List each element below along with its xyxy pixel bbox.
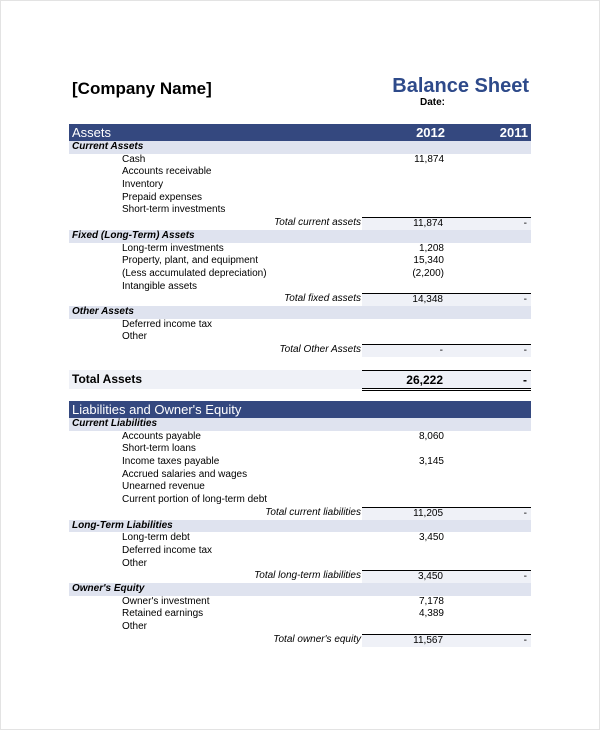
page-title: Balance Sheet xyxy=(392,75,529,97)
assets-heading: Assets xyxy=(72,125,112,140)
fixed-assets-total-values xyxy=(362,293,531,306)
line-item-row xyxy=(69,545,531,558)
other-assets-section-label: Other Assets xyxy=(72,305,134,317)
line-item-value-2012: 7,178 xyxy=(418,595,444,607)
long-term-liabilities-total-row xyxy=(69,570,531,583)
line-item-value-2012: 8,060 xyxy=(418,430,444,442)
line-item-label: Accrued salaries and wages xyxy=(122,468,248,480)
line-item-value-2012: 3,145 xyxy=(418,456,444,468)
other-assets-total-2011: - xyxy=(523,345,527,356)
line-item-label: Short-term loans xyxy=(122,443,196,455)
owners-equity-total-2012: 11,567 xyxy=(413,634,443,646)
owners-equity-total-values xyxy=(362,634,531,647)
company-name: [Company Name] xyxy=(72,79,212,98)
current-assets-total-values xyxy=(362,217,531,230)
current-assets-total-label: Total current assets xyxy=(274,217,361,229)
line-item-value-2012: 11,874 xyxy=(414,153,444,165)
line-item-label: Long-term debt xyxy=(122,532,190,544)
line-item-label: Owner's investment xyxy=(122,595,210,607)
current-liabilities-section-label: Current Liabilities xyxy=(72,418,158,429)
line-item-label: Short-term investments xyxy=(122,204,226,216)
line-item-row xyxy=(69,255,531,268)
other-assets-total-row xyxy=(69,344,531,357)
line-item-value-2012: 4,389 xyxy=(418,608,444,620)
line-item-label: Long-term investments xyxy=(122,242,224,254)
current-liabilities-total-values xyxy=(362,507,531,520)
line-item-label: Property, plant, and equipment xyxy=(122,255,259,267)
line-item-label: Other xyxy=(122,621,148,632)
owners-equity-section-header xyxy=(69,583,531,596)
line-item-label: Inventory xyxy=(122,179,164,191)
liabilities-heading: Liabilities and Owner's Equity xyxy=(72,402,242,417)
fixed-assets-total-2012: 14,348 xyxy=(412,294,443,306)
long-term-liabilities-total-2012: 3,450 xyxy=(417,571,443,583)
line-item-row xyxy=(69,154,531,167)
owners-equity-total-label: Total owner's equity xyxy=(273,633,361,645)
line-item-label: Deferred income tax xyxy=(122,318,213,330)
line-item-label: Deferred income tax xyxy=(122,544,213,556)
owners-equity-section-label: Owner's Equity xyxy=(72,582,145,594)
line-item-label: Retained earnings xyxy=(122,608,204,620)
line-item-label: Cash xyxy=(122,153,146,165)
other-assets-total-2012: - xyxy=(439,345,443,356)
fixed-assets-total-label: Total fixed assets xyxy=(284,293,361,305)
line-item-label: Unearned revenue xyxy=(122,481,205,493)
line-item-row xyxy=(69,281,531,294)
line-item-label: Prepaid expenses xyxy=(122,191,203,203)
line-item-row xyxy=(69,166,531,179)
other-assets-total-values xyxy=(362,344,531,357)
fixed-assets-section-label: Fixed (Long-Term) Assets xyxy=(72,229,195,241)
line-item-value-2012: (2,200) xyxy=(412,267,444,279)
long-term-liabilities-section-header xyxy=(69,520,531,533)
line-item-label: Accounts payable xyxy=(122,430,201,442)
line-item-row xyxy=(69,431,531,444)
line-item-value-2012: 3,450 xyxy=(418,532,444,544)
line-item-label: Other xyxy=(122,331,148,343)
line-item-row xyxy=(69,331,531,344)
long-term-liabilities-section-label: Long-Term Liabilities xyxy=(72,519,173,531)
current-assets-total-2012: 11,874 xyxy=(413,218,443,230)
fixed-assets-total-row xyxy=(69,293,531,306)
current-liabilities-total-row xyxy=(69,507,531,520)
line-item-label: Current portion of long-term debt xyxy=(122,494,268,506)
line-item-row xyxy=(69,469,531,482)
line-item-value-2012: 1,208 xyxy=(418,242,444,254)
fixed-assets-section-header xyxy=(69,230,531,243)
line-item-row xyxy=(69,456,531,469)
line-item-label: (Less accumulated depreciation) xyxy=(122,267,267,279)
other-assets-section-header xyxy=(69,306,531,319)
line-item-row xyxy=(69,319,531,332)
long-term-liabilities-total-label: Total long-term liabilities xyxy=(254,570,361,582)
line-item-label: Other xyxy=(122,557,148,569)
current-liabilities-section-header xyxy=(69,418,531,431)
line-item-row xyxy=(69,243,531,256)
line-item-row xyxy=(69,192,531,205)
current-assets-section-label: Current Assets xyxy=(72,141,144,152)
fixed-assets-total-2011: - xyxy=(523,294,527,306)
long-term-liabilities-total-values xyxy=(362,570,531,583)
line-item-row xyxy=(69,481,531,494)
current-liabilities-total-label: Total current liabilities xyxy=(265,506,361,518)
assets-block xyxy=(69,124,531,357)
total-assets-values xyxy=(362,370,531,391)
total-assets-row xyxy=(69,370,531,389)
line-item-row xyxy=(69,494,531,507)
line-item-row xyxy=(69,204,531,217)
line-item-row xyxy=(69,621,531,634)
line-item-row xyxy=(69,532,531,545)
current-liabilities-total-2012: 11,205 xyxy=(413,507,443,519)
assets-header-band xyxy=(69,124,531,141)
long-term-liabilities-total-2011: - xyxy=(523,571,527,583)
line-item-row xyxy=(69,596,531,609)
liabilities-header-band xyxy=(69,401,531,418)
total-assets-label: Total Assets xyxy=(72,372,143,386)
line-item-value-2012: 15,340 xyxy=(413,255,444,267)
owners-equity-total-row xyxy=(69,634,531,647)
current-liabilities-total-2011: - xyxy=(523,507,527,519)
date-label: Date: xyxy=(420,97,446,108)
current-assets-total-row xyxy=(69,217,531,230)
line-item-row xyxy=(69,608,531,621)
line-item-label: Income taxes payable xyxy=(122,456,220,468)
line-item-label: Intangible assets xyxy=(122,280,198,292)
line-item-row xyxy=(69,179,531,192)
line-item-row xyxy=(69,268,531,281)
line-item-row xyxy=(69,443,531,456)
year-prior: 2011 xyxy=(499,125,528,140)
other-assets-total-label: Total Other Assets xyxy=(279,344,361,355)
line-item-label: Accounts receivable xyxy=(122,166,212,178)
total-assets-2011: - xyxy=(523,373,527,387)
total-assets-2012: 26,222 xyxy=(406,373,443,387)
year-current: 2012 xyxy=(416,125,445,140)
owners-equity-total-2011: - xyxy=(523,634,527,646)
current-assets-total-2011: - xyxy=(523,218,527,230)
liabilities-block xyxy=(69,401,531,646)
line-item-row xyxy=(69,558,531,571)
current-assets-section-header xyxy=(69,141,531,154)
